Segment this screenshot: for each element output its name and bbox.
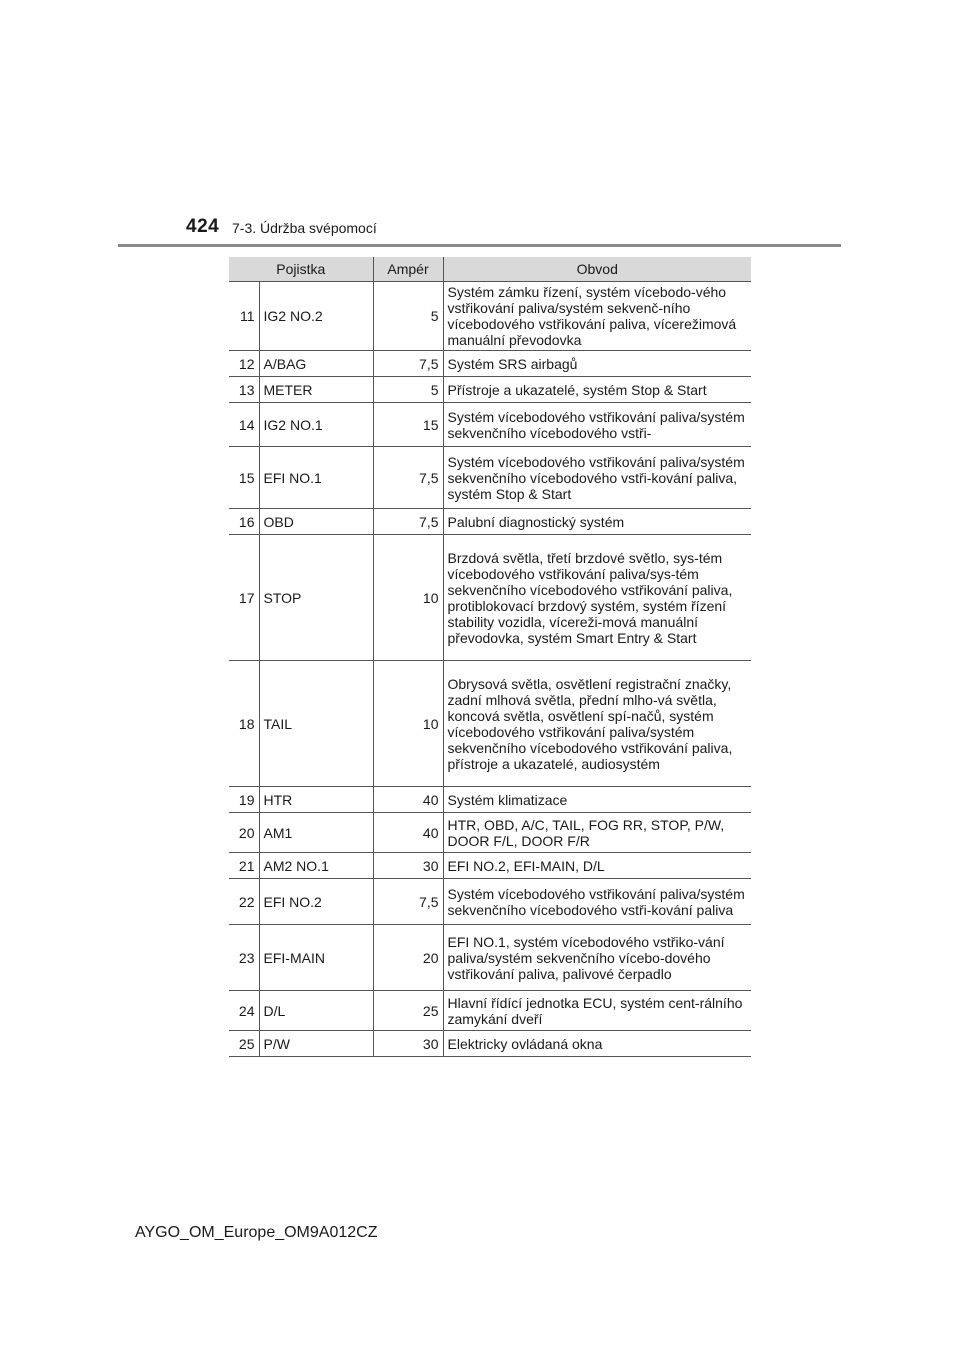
fuse-number: 21 (229, 853, 259, 879)
fuse-ampere: 30 (373, 1031, 443, 1057)
table-row (229, 377, 751, 403)
fuse-number: 23 (229, 925, 259, 991)
fuse-ampere: 7,5 (373, 447, 443, 509)
table-row (229, 813, 751, 853)
fuse-name: AM1 (259, 813, 373, 853)
fuse-circuit: EFI NO.1, systém vícebodového vstřiko-vání paliva/systém sekvenčního vícebo-dového vstřikování paliva, palivové čerpadlo (443, 925, 751, 991)
fuse-circuit: Systém SRS airbagů (443, 351, 751, 377)
fuse-number: 14 (229, 403, 259, 447)
fuse-circuit: HTR, OBD, A/C, TAIL, FOG RR, STOP, P/W, DOOR F/L, DOOR F/R (443, 813, 751, 853)
fuse-number: 12 (229, 351, 259, 377)
table-row (229, 991, 751, 1031)
fuse-ampere: 5 (373, 377, 443, 403)
fuse-number: 18 (229, 661, 259, 787)
fuse-name: A/BAG (259, 351, 373, 377)
fuse-number: 17 (229, 535, 259, 661)
fuse-ampere: 20 (373, 925, 443, 991)
table-row (229, 661, 751, 787)
fuse-table-body (229, 282, 751, 1057)
table-row (229, 879, 751, 925)
fuse-circuit: Elektricky ovládaná okna (443, 1031, 751, 1057)
fuse-circuit: Přístroje a ukazatelé, systém Stop & Start (443, 377, 751, 403)
fuse-name: TAIL (259, 661, 373, 787)
fuse-table (229, 257, 751, 1057)
fuse-name: STOP (259, 535, 373, 661)
fuse-ampere: 15 (373, 403, 443, 447)
fuse-name: AM2 NO.1 (259, 853, 373, 879)
fuse-number: 15 (229, 447, 259, 509)
fuse-name: OBD (259, 509, 373, 535)
fuse-name: EFI NO.1 (259, 447, 373, 509)
fuse-circuit: EFI NO.2, EFI-MAIN, D/L (443, 853, 751, 879)
fuse-name: D/L (259, 991, 373, 1031)
fuse-number: 19 (229, 787, 259, 813)
fuse-number: 25 (229, 1031, 259, 1057)
fuse-ampere: 7,5 (373, 509, 443, 535)
page-number: 424 (186, 216, 220, 237)
fuse-circuit: Systém klimatizace (443, 787, 751, 813)
document-code: AYGO_OM_Europe_OM9A012CZ (135, 1224, 378, 1241)
fuse-circuit: Palubní diagnostický systém (443, 509, 751, 535)
table-row (229, 787, 751, 813)
fuse-name: IG2 NO.1 (259, 403, 373, 447)
fuse-name: EFI-MAIN (259, 925, 373, 991)
fuse-name: P/W (259, 1031, 373, 1057)
fuse-ampere: 10 (373, 535, 443, 661)
section-title: 7-3. Údržba svépomocí (232, 220, 377, 236)
fuse-number: 11 (229, 282, 259, 351)
fuse-number: 24 (229, 991, 259, 1031)
fuse-number: 16 (229, 509, 259, 535)
fuse-number: 13 (229, 377, 259, 403)
fuse-number: 20 (229, 813, 259, 853)
table-row (229, 1031, 751, 1057)
header-divider (118, 244, 841, 247)
fuse-ampere: 10 (373, 661, 443, 787)
table-row (229, 853, 751, 879)
fuse-ampere: 30 (373, 853, 443, 879)
fuse-circuit: Obrysová světla, osvětlení registrační značky, zadní mlhová světla, přední mlho-vá světla, koncová světla, osvětlení spí-načů, systém vícebodového vstřikování paliva/systém sekvenčního vícebodového vstřikování paliva, přístroje a ukazatelé, audiosystém (443, 661, 751, 787)
table-row (229, 509, 751, 535)
fuse-ampere: 40 (373, 813, 443, 853)
fuse-circuit: Systém vícebodového vstřikování paliva/systém sekvenčního vícebodového vstři-kování paliva, systém Stop & Start (443, 447, 751, 509)
fuse-name: IG2 NO.2 (259, 282, 373, 351)
table-row (229, 925, 751, 991)
column-header-fuse: Pojistka (229, 257, 373, 282)
fuse-ampere: 7,5 (373, 351, 443, 377)
fuse-name: METER (259, 377, 373, 403)
table-row (229, 535, 751, 661)
table-header-row (229, 257, 751, 282)
fuse-name: EFI NO.2 (259, 879, 373, 925)
table-row (229, 447, 751, 509)
table-row (229, 282, 751, 351)
fuse-ampere: 25 (373, 991, 443, 1031)
fuse-circuit: Systém vícebodového vstřikování paliva/systém sekvenčního vícebodového vstři- (443, 403, 751, 447)
fuse-ampere: 7,5 (373, 879, 443, 925)
fuse-name: HTR (259, 787, 373, 813)
column-header-circuit: Obvod (443, 257, 751, 282)
table-row (229, 403, 751, 447)
table-row (229, 351, 751, 377)
fuse-circuit: Systém zámku řízení, systém vícebodo-vého vstřikování paliva/systém sekvenč-ního vícebodového vstřikování paliva, vícerežimová manuální převodovka (443, 282, 751, 351)
column-header-ampere: Ampér (373, 257, 443, 282)
fuse-circuit: Hlavní řídící jednotka ECU, systém cent-rálního zamykání dveří (443, 991, 751, 1031)
fuse-ampere: 40 (373, 787, 443, 813)
fuse-number: 22 (229, 879, 259, 925)
fuse-ampere: 5 (373, 282, 443, 351)
fuse-circuit: Systém vícebodového vstřikování paliva/systém sekvenčního vícebodového vstři-kování paliva (443, 879, 751, 925)
fuse-circuit: Brzdová světla, třetí brzdové světlo, sys-tém vícebodového vstřikování paliva/sys-tém sekvenčního vícebodového vstřikování paliva, protiblokovací brzdový systém, systém řízení stability vozidla, vícereži-mová manuální převodovka, systém Smart Entry & Start (443, 535, 751, 661)
